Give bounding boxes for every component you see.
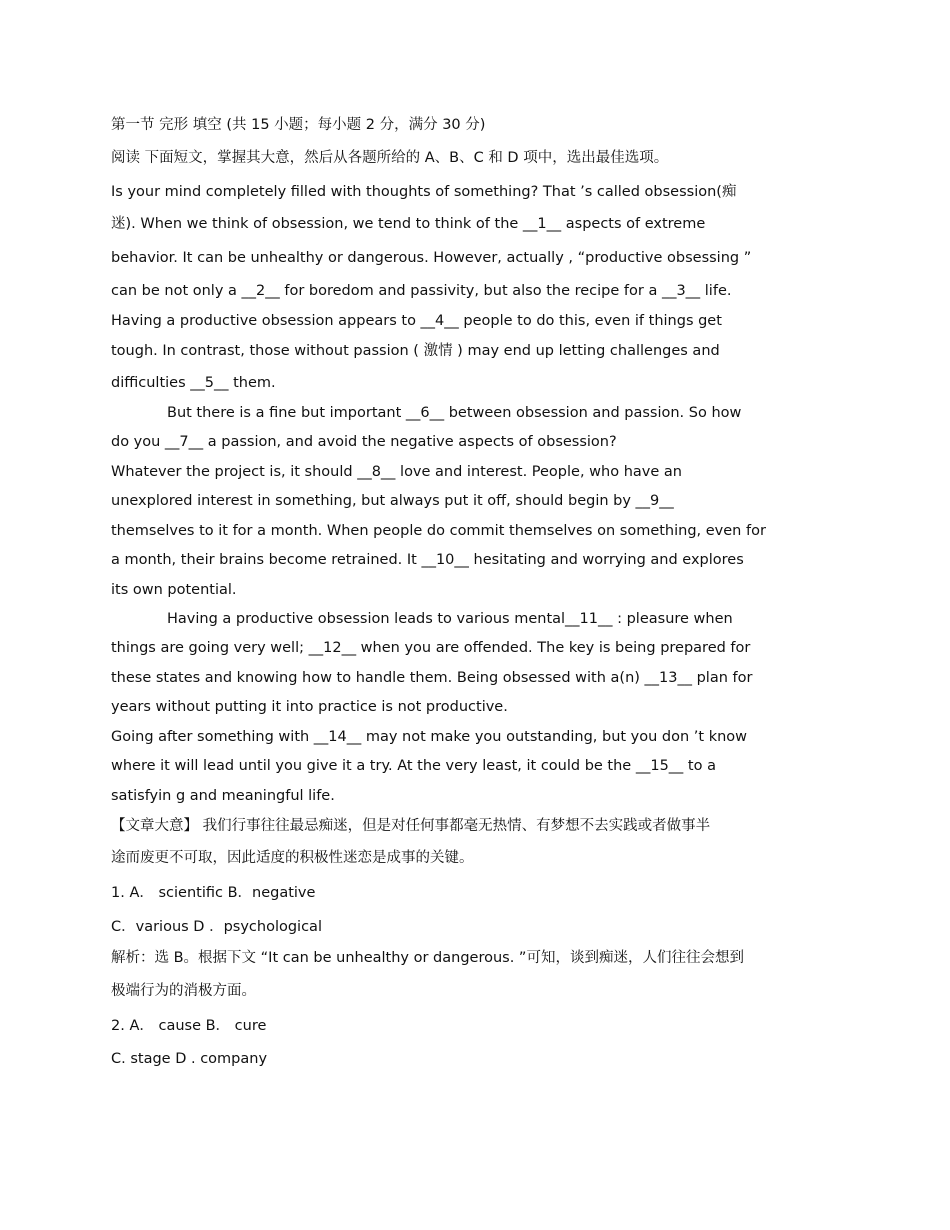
passage-line: can be not only a __2__ for boredom and passivity, but also the recipe for a __3__ life. (111, 283, 732, 299)
passage-line: themselves to it for a month. When people do commit themselves on something, even for (111, 523, 766, 539)
question-1-options-ab: 1. A． scientific B．negative (111, 885, 316, 901)
passage-line: where it will lead until you give it a try. At the very least, it could be the __15__ to a (111, 758, 716, 774)
passage-line: Is your mind completely filled with thoughts of something? That ’s called obsession(痴 (111, 184, 737, 200)
passage-line: difficulties __5__ them. (111, 375, 276, 391)
passage-line: these states and knowing how to handle them. Being obsessed with a(n) __13__ plan for (111, 670, 753, 686)
passage-line: years without putting it into practice is not productive. (111, 699, 508, 715)
passage-line: behavior. It can be unhealthy or dangerous. However, actually , “productive obsessing ” (111, 250, 752, 266)
passage-line: satisfyin g and meaningful life. (111, 788, 335, 804)
passage-line: things are going very well; __12__ when you are offended. The key is being prepared for (111, 640, 751, 656)
question-2-options-cd: C. stage D . company (111, 1051, 268, 1067)
passage-line: unexplored interest in something, but always put it off, should begin by __9__ (111, 493, 674, 509)
passage-line: Going after something with __14__ may not make you outstanding, but you don ’t know (111, 729, 748, 745)
question-1-analysis: 解析：选 B。根据下文 “It can be unhealthy or dangerous. ”可知，谈到痴迷，人们往往会想到 (111, 950, 744, 966)
question-1-options-cd: C．various D ．psychological (111, 919, 322, 935)
passage-line: its own potential. (111, 582, 237, 598)
section-header: 第一节 完形 填空 (共 15 小题；每小题 2 分，满分 30 分) (111, 117, 486, 133)
passage-line: Having a productive obsession leads to various mental__11__ : pleasure when (167, 611, 733, 627)
passage-line: do you __7__ a passion, and avoid the negative aspects of obsession? (111, 434, 617, 450)
passage-line: But there is a fine but important __6__ between obsession and passion. So how (167, 405, 742, 421)
question-1-analysis: 极端行为的消极方面。 (111, 983, 256, 999)
passage-line: a month, their brains become retrained. It __10__ hesitating and worrying and explores (111, 552, 744, 568)
passage-line: tough. In contrast, those without passion ( 激情 ) may end up letting challenges and (111, 343, 720, 359)
passage-line: 迷). When we think of obsession, we tend to think of the __1__ aspects of extreme (111, 216, 706, 232)
passage-line: Whatever the project is, it should __8__ love and interest. People, who have an (111, 464, 682, 480)
instruction: 阅读 下面短文，掌握其大意，然后从各题所给的 A、B、C 和 D 项中，选出最佳选项。 (111, 150, 669, 166)
passage-line: Having a productive obsession appears to __4__ people to do this, even if things get (111, 313, 722, 329)
summary-line: 【文章大意】 我们行事往往最忌痴迷，但是对任何事都毫无热情、有梦想不去实践或者做事半 (111, 818, 711, 834)
question-2-options-ab: 2. A． cause B． cure (111, 1018, 267, 1034)
summary-line: 途而废更不可取，因此适度的积极性迷恋是成事的关键。 (111, 850, 474, 866)
